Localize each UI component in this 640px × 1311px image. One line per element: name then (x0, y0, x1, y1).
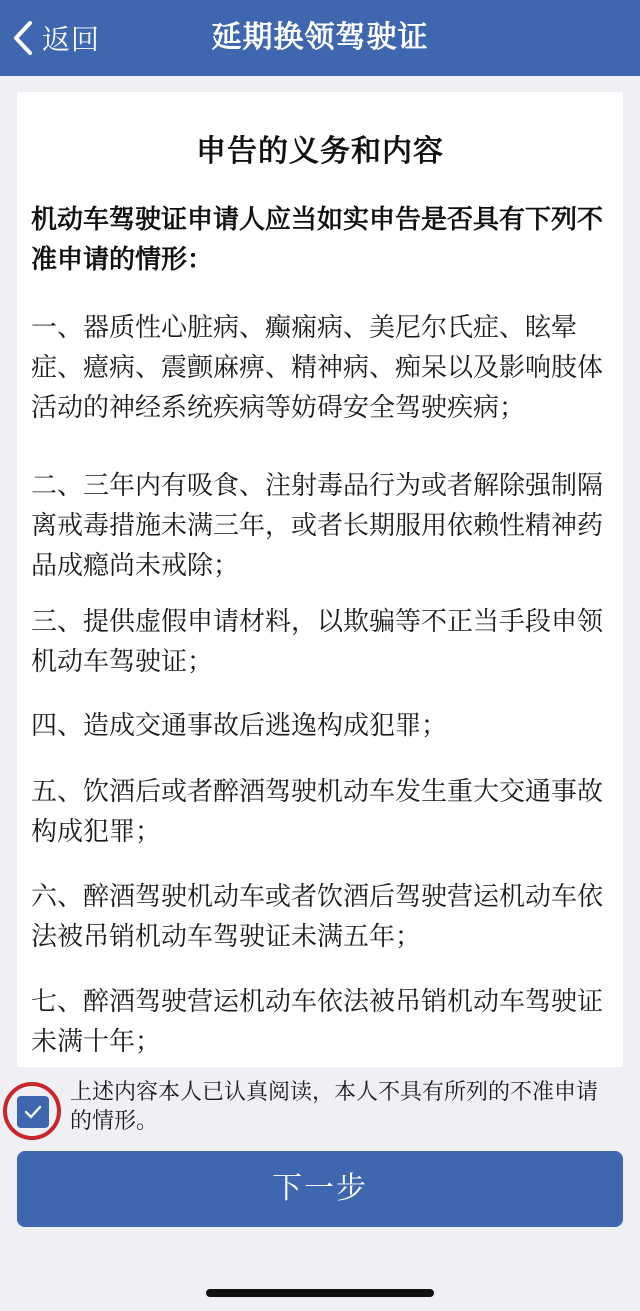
acknowledgement-text: 上述内容本人已认真阅读，本人不具有所列的不准申请的情形。 (70, 1080, 599, 1134)
declaration-item: 一、器质性心脏病、癫痫病、美尼尔氏症、眩晕症、癔病、震颤麻痹、精神病、痴呆以及影响肢体活动的神经系统疾病等妨碍安全驾驶疾病； (31, 313, 604, 423)
declaration-item: 五、饮酒后或者醉酒驾驶机动车发生重大交通事故构成犯罪； (31, 777, 604, 847)
page-title: 延期换领驾驶证 (211, 20, 429, 55)
declaration-item: 七、醉酒驾驶营运机动车依法被吊销机动车驾驶证未满十年； (31, 987, 604, 1057)
next-step-button[interactable]: 下一步 (17, 1151, 623, 1227)
nav-bar (0, 0, 640, 76)
declaration-card (17, 92, 623, 1067)
checkmark-icon (17, 1096, 49, 1128)
home-indicator (206, 1289, 434, 1297)
acknowledgement-checkbox[interactable] (17, 1096, 49, 1128)
declaration-item: 四、造成交通事故后逃逸构成犯罪； (31, 711, 448, 741)
declaration-item: 三、提供虚假申请材料，以欺骗等不正当手段申领机动车驾驶证； (31, 607, 604, 677)
declaration-intro: 机动车驾驶证申请人应当如实申告是否具有下列不准申请的情形： (31, 205, 604, 275)
declaration-item: 二、三年内有吸食、注射毒品行为或者解除强制隔离戒毒措施未满三年，或者长期服用依赖性精神药品成瘾尚未戒除； (31, 471, 604, 581)
back-label: 返回 (42, 23, 101, 56)
declaration-item: 六、醉酒驾驶机动车或者饮酒后驾驶营运机动车依法被吊销机动车驾驶证未满五年； (31, 882, 604, 952)
acknowledgement-row (0, 1072, 640, 1144)
declaration-title: 申告的义务和内容 (196, 134, 444, 169)
